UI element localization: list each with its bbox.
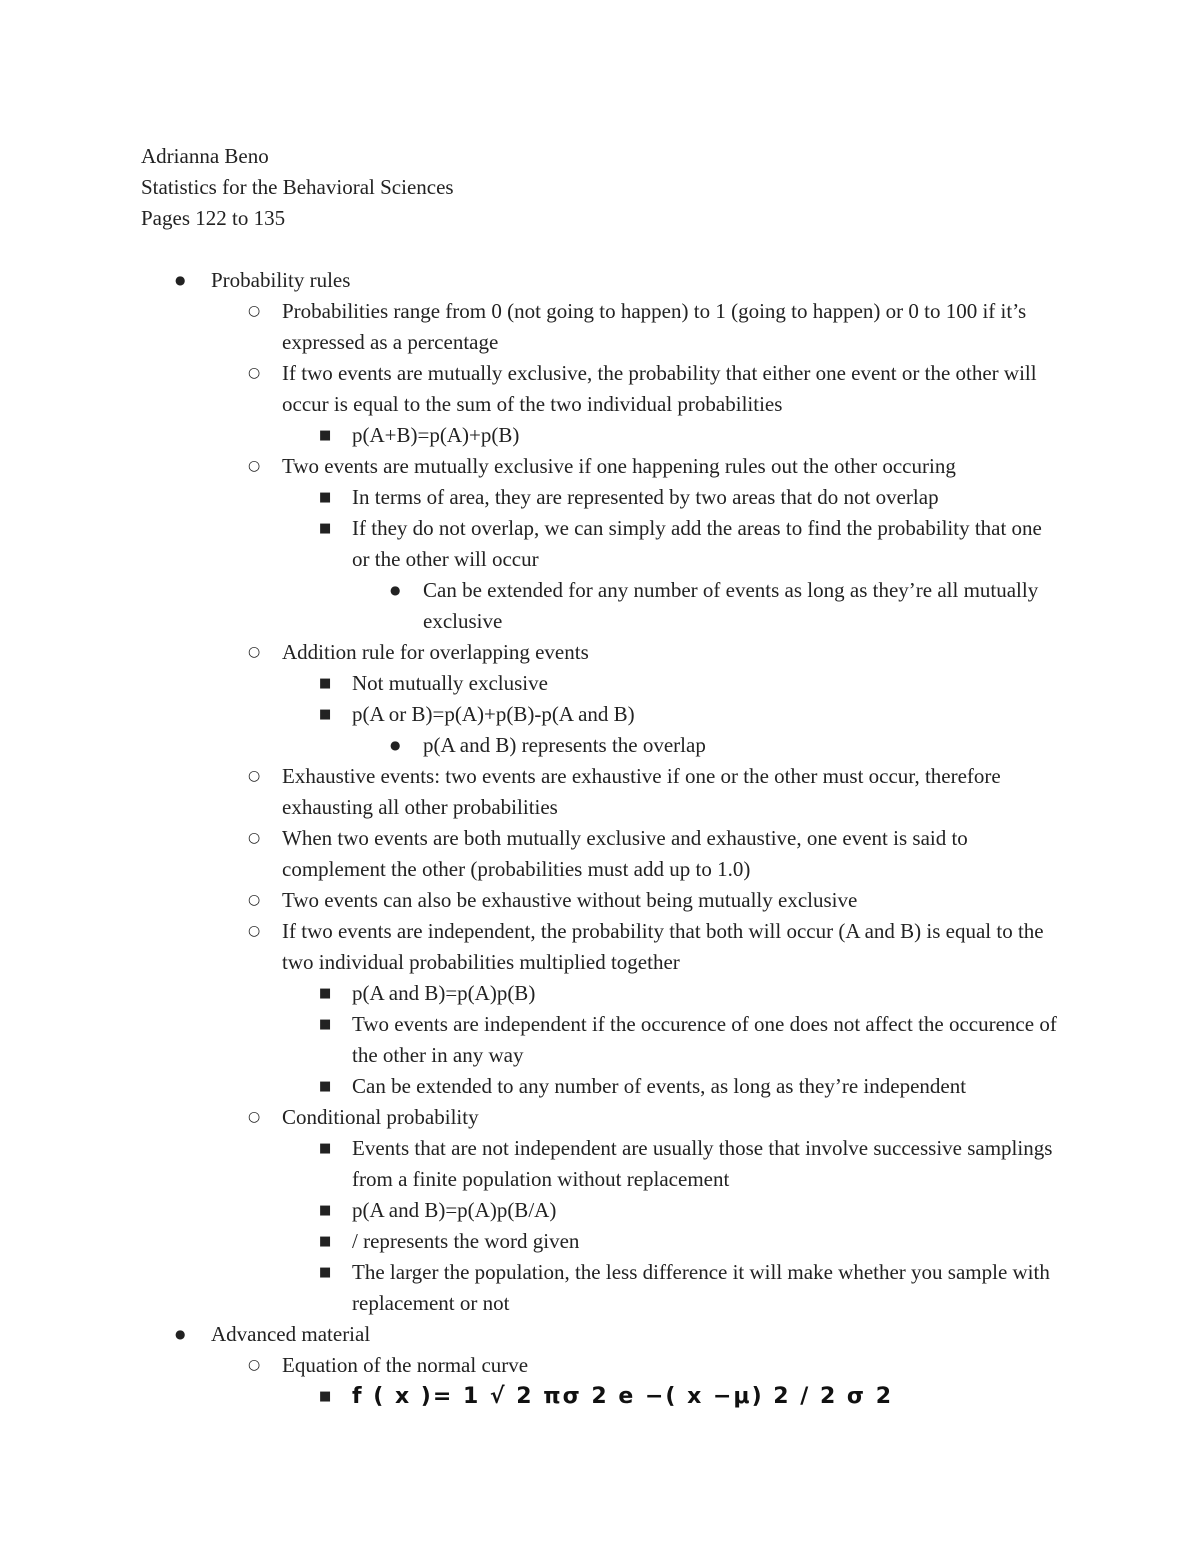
list-item — [141, 668, 1061, 699]
list-item-text: Two events are independent if the occurence of one does not affect the occurence of the other in any way — [352, 1012, 1057, 1067]
list-item — [141, 451, 1061, 482]
square-bullet-icon: ■ — [319, 676, 332, 691]
list-item — [141, 1009, 1061, 1071]
list-item-text: / represents the word given — [352, 1229, 580, 1253]
filled-bullet-icon: ● — [175, 1327, 186, 1341]
square-bullet-icon: ■ — [319, 986, 332, 1001]
list-item-text: Conditional probability — [282, 1105, 479, 1129]
normal-curve-formula: f ( x )= 1 √ 2 πσ 2 e −( x −μ) 2 / 2 σ 2 — [352, 1384, 894, 1409]
list-item-text: When two events are both mutually exclusive and exhaustive, one event is said to complement the other (probabilities must add up to 1.0) — [282, 826, 968, 881]
formula-text: p(A+B)=p(A)+p(B) — [352, 423, 520, 447]
hollow-bullet-icon: ○ — [248, 892, 261, 908]
list-item — [141, 885, 1061, 916]
list-item — [141, 1257, 1061, 1319]
list-item — [141, 823, 1061, 885]
list-item-text: Two events are mutually exclusive if one happening rules out the other occuring — [282, 454, 956, 478]
list-item-probability-rules — [141, 265, 1061, 296]
list-item — [141, 358, 1061, 420]
hollow-bullet-icon: ○ — [248, 365, 261, 381]
page-range: Pages 122 to 135 — [141, 206, 286, 230]
list-item-advanced-material — [141, 1319, 1061, 1350]
square-bullet-icon: ■ — [319, 1079, 332, 1094]
list-item-text: Can be extended for any number of events as long as they’re all mutually exclusive — [423, 578, 1039, 633]
square-bullet-icon: ■ — [319, 1203, 332, 1218]
hollow-bullet-icon: ○ — [248, 768, 261, 784]
author-name: Adrianna Beno — [141, 144, 269, 168]
list-item-text: Addition rule for overlapping events — [282, 640, 589, 664]
square-bullet-icon: ■ — [319, 521, 332, 536]
square-bullet-icon: ■ — [319, 1141, 332, 1156]
formula-text: p(A and B)=p(A)p(B) — [352, 981, 536, 1005]
document-header — [141, 141, 454, 234]
list-item-text: If two events are independent, the probability that both will occur (A and B) is equal to the two individual probabilities multiplied together — [282, 919, 1044, 974]
list-item — [141, 1071, 1061, 1102]
section-heading: Probability rules — [211, 268, 351, 292]
list-item — [141, 513, 1061, 575]
list-item-text: Probabilities range from 0 (not going to happen) to 1 (going to happen) or 0 to 100 if it’s expressed as a percentage — [282, 299, 1027, 354]
hollow-bullet-icon: ○ — [248, 1109, 261, 1125]
list-item-text: Events that are not independent are usually those that involve successive samplings from a finite population without replacement — [352, 1136, 1053, 1191]
square-bullet-icon: ■ — [319, 1265, 332, 1280]
list-item-text: Two events can also be exhaustive without being mutually exclusive — [282, 888, 858, 912]
square-bullet-icon: ■ — [319, 1389, 332, 1404]
hollow-bullet-icon: ○ — [248, 644, 261, 660]
hollow-bullet-icon: ○ — [248, 1357, 261, 1373]
list-item — [141, 978, 1061, 1009]
list-item — [141, 575, 1061, 637]
list-item — [141, 1381, 1061, 1412]
list-item-text: If they do not overlap, we can simply add the areas to find the probability that one or the other will occur — [352, 516, 1042, 571]
section-heading: Advanced material — [211, 1322, 371, 1346]
list-item-text: In terms of area, they are represented by two areas that do not overlap — [352, 485, 939, 509]
filled-bullet-icon: ● — [390, 583, 401, 597]
list-item — [141, 1133, 1061, 1195]
list-item — [141, 637, 1061, 668]
list-item-text: If two events are mutually exclusive, the probability that either one event or the other will occur is equal to the sum of the two individual probabilities — [282, 361, 1037, 416]
list-item — [141, 916, 1061, 978]
list-item — [141, 1226, 1061, 1257]
filled-bullet-icon: ● — [175, 273, 186, 287]
hollow-bullet-icon: ○ — [248, 923, 261, 939]
list-item — [141, 699, 1061, 730]
list-item-text: Equation of the normal curve — [282, 1353, 529, 1377]
hollow-bullet-icon: ○ — [248, 458, 261, 474]
square-bullet-icon: ■ — [319, 428, 332, 443]
list-item — [141, 1195, 1061, 1226]
course-title: Statistics for the Behavioral Sciences — [141, 175, 454, 199]
formula-text: p(A or B)=p(A)+p(B)-p(A and B) — [352, 702, 635, 726]
list-item-text: Can be extended to any number of events, as long as they’re independent — [352, 1074, 967, 1098]
list-item-text: Exhaustive events: two events are exhaustive if one or the other must occur, therefore exhausting all other probabilities — [282, 764, 1001, 819]
list-item — [141, 1102, 1061, 1133]
filled-bullet-icon: ● — [390, 738, 401, 752]
square-bullet-icon: ■ — [319, 490, 332, 505]
list-item — [141, 482, 1061, 513]
list-item — [141, 761, 1061, 823]
square-bullet-icon: ■ — [319, 707, 332, 722]
list-item-text: p(A and B) represents the overlap — [423, 733, 706, 757]
list-item-text: The larger the population, the less difference it will make whether you sample with replacement or not — [352, 1260, 1050, 1315]
list-item — [141, 420, 1061, 451]
list-item — [141, 296, 1061, 358]
list-item — [141, 730, 1061, 761]
list-item — [141, 1350, 1061, 1381]
notes-list — [141, 265, 1061, 1412]
list-item-text: Not mutually exclusive — [352, 671, 548, 695]
square-bullet-icon: ■ — [319, 1017, 332, 1032]
hollow-bullet-icon: ○ — [248, 830, 261, 846]
hollow-bullet-icon: ○ — [248, 303, 261, 319]
formula-text: p(A and B)=p(A)p(B/A) — [352, 1198, 557, 1222]
square-bullet-icon: ■ — [319, 1234, 332, 1249]
